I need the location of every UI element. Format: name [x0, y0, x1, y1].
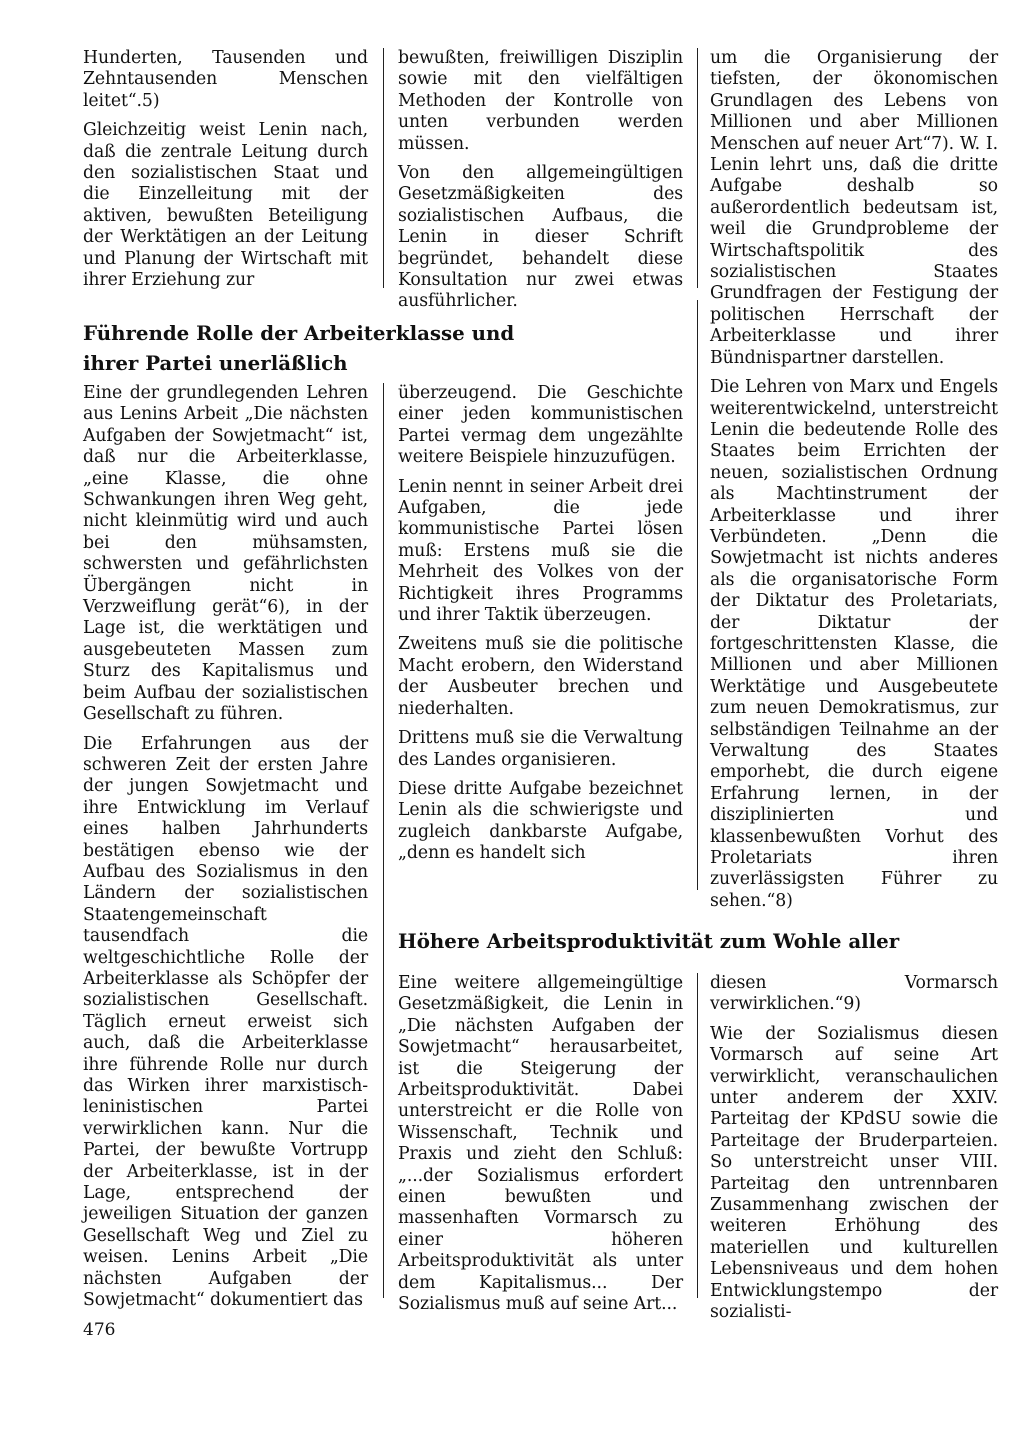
page-number: 476: [83, 1320, 116, 1340]
column-divider: [697, 48, 698, 288]
section-heading: [83, 318, 693, 378]
paragraph: Gleichzeitig weist Lenin nach, daß die zentrale Leitung durch den sozialistischen Staat und die Einzelleitung mit der aktiven, bewußten Beteiligung der Werktätigen an der Leitung und Planung der Wirtschaft mit ihrer Erziehung zur: [83, 120, 368, 291]
column-divider: [383, 383, 384, 1298]
column-divider: [697, 300, 698, 890]
paragraph: Eine weitere allgemeingültige Gesetzmäßigkeit, die Lenin in „Die nächsten Aufgaben der Sowjetmacht“ herausarbeitet, ist die Steigerung der Arbeitsproduktivität. Dabei unterstreicht er die Rolle von Wissenschaft, Technik und Praxis und zieht den Schluß: „...der Sozialismus erfordert einen bewußten und massenhaften Vormarsch zu einer höheren Arbeitsproduktivität als unter dem Kapitalismus... Der Sozialismus muß auf seine Art...: [398, 973, 683, 1315]
section2-column-middle: [398, 383, 683, 865]
paragraph: Diese dritte Aufgabe bezeichnet Lenin als die schwierigste und zugleich dankbarste Aufgabe, „denn es handelt sich: [398, 778, 683, 864]
paragraph: Von den allgemeingültigen Gesetzmäßigkeiten des sozialistischen Aufbaus, die Lenin in dieser Schrift begründet, behandelt diese Konsultation nur zwei etwas ausführlicher.: [398, 163, 683, 312]
paragraph: Die Lehren von Marx und Engels weiterentwickelnd, unterstreicht Lenin die bedeutende Rolle des Staates beim Errichten der neuen, sozialistischen Ordnung als Machtinstrument der Arbeiterklasse und ihrer Verbündeten. „Denn die Sowjetmacht ist nichts anderes als die organisatorische Form der Diktatur des Proletariats, der Diktatur der fortgeschrittensten Klasse, die Millionen und aber Millionen Werktätige und Ausgebeutete zum neuen Demokratismus, zur selbständigen Teilnahme an der Verwaltung des Staates emporhebt, die durch eigene Erfahrung lernen, in der disziplinierten und klassenbewußten Vorhut des Proletariats ihren zuverlässigsten Führer zu sehen.“8): [710, 377, 998, 911]
section1-column-left: [83, 48, 368, 291]
section3-column-middle: [398, 973, 683, 1316]
paragraph: Lenin nennt in seiner Arbeit drei Aufgaben, die jede kommunistische Partei lösen muß: Erstens muß sie die Mehrheit des Volkes von der Richtigkeit ihres Programms und ihrer Taktik überzeugen.: [398, 476, 683, 626]
paragraph: überzeugend. Die Geschichte einer jeden kommunistischen Partei vermag dem ungezählte weitere Beispiele hinzuzufügen.: [398, 383, 683, 468]
column-divider: [697, 973, 698, 1298]
heading-line: ihrer Partei unerläßlich: [83, 351, 348, 375]
paragraph: Zweitens muß sie die politische Macht erobern, den Widerstand der Ausbeuter brechen und niederhalten.: [398, 634, 683, 719]
right-column: [710, 48, 998, 912]
section1-column-middle: [398, 48, 683, 313]
paragraph: Hunderten, Tausenden und Zehntausenden Menschen leitet“.5): [83, 48, 368, 111]
paragraph: bewußten, freiwilligen Disziplin sowie mit den vielfältigen Methoden der Kontrolle von unten verbunden werden müssen.: [398, 48, 683, 154]
paragraph: diesen Vormarsch verwirklichen.“9): [710, 973, 998, 1015]
section2-column-left: [83, 383, 368, 1311]
heading-line: Führende Rolle der Arbeiterklasse und: [83, 321, 515, 345]
paragraph: Eine der grundlegenden Lehren aus Lenins Arbeit „Die nächsten Aufgaben der Sowjetmacht“ ist, daß nur die Arbeiterklasse, „eine Klasse, die ohne Schwankungen ihren Weg geht, nicht kleinmütig wird und auch bei den mühsamsten, schwersten und gefährlichsten Übergängen nicht in Verzweiflung gerät“6), in der Lage ist, die werktätigen und ausgebeuteten Massen zum Sturz des Kapitalismus und beim Aufbau der sozialistischen Gesellschaft zu führen.: [83, 383, 368, 725]
paragraph: um die Organisierung der tiefsten, der ökonomischen Grundlagen des Lebens von Millionen und aber Millionen Menschen auf neuer Art“7). W. I. Lenin lehrt uns, daß die dritte Aufgabe deshalb so außerordentlich bedeutsam ist, weil die Grundprobleme der Wirtschaftspolitik des sozialistischen Staates Grundfragen der Festigung der politischen Herrschaft der Arbeiterklasse und ihrer Bündnispartner darstellen.: [710, 48, 998, 368]
section3-column-right: [710, 973, 998, 1324]
paragraph: Wie der Sozialismus diesen Vormarsch auf seine Art verwirklicht, veranschaulichen unter anderem der XXIV. Parteitag der KPdSU sowie die Parteitage der Bruderparteien. So unterstreicht unser VIII. Parteitag den untrennbaren Zusammenhang zwischen der weiteren Erhöhung des materiellen und kulturellen Lebensniveaus und dem hohen Entwicklungstempo der sozialisti-: [710, 1023, 998, 1323]
column-divider: [383, 48, 384, 288]
section-heading: Höhere Arbeitsproduktivität zum Wohle aller: [398, 929, 900, 953]
paragraph: Die Erfahrungen aus der schweren Zeit der ersten Jahre der jungen Sowjetmacht und ihre Entwicklung im Verlauf eines halben Jahrhunderts bestätigen ebenso wie der Aufbau des Sozialismus in den Ländern der sozialistischen Staatengemeinschaft tausendfach die weltgeschichtliche Rolle der Arbeiterklasse als Schöpfer der sozialistischen Gesellschaft. Täglich erneut erweist sich auch, daß die Arbeiterklasse ihre führende Rolle nur durch das Wirken ihrer marxistisch-leninistischen Partei verwirklichen kann. Nur die Partei, der bewußte Vortrupp der Arbeiterklasse, ist in der Lage, entsprechend der jeweiligen Situation der ganzen Gesellschaft Weg und Ziel zu weisen. Lenins Arbeit „Die nächsten Aufgaben der Sowjetmacht“ dokumentiert das: [83, 733, 368, 1311]
paragraph: Drittens muß sie die Verwaltung des Landes organisieren.: [398, 728, 683, 770]
